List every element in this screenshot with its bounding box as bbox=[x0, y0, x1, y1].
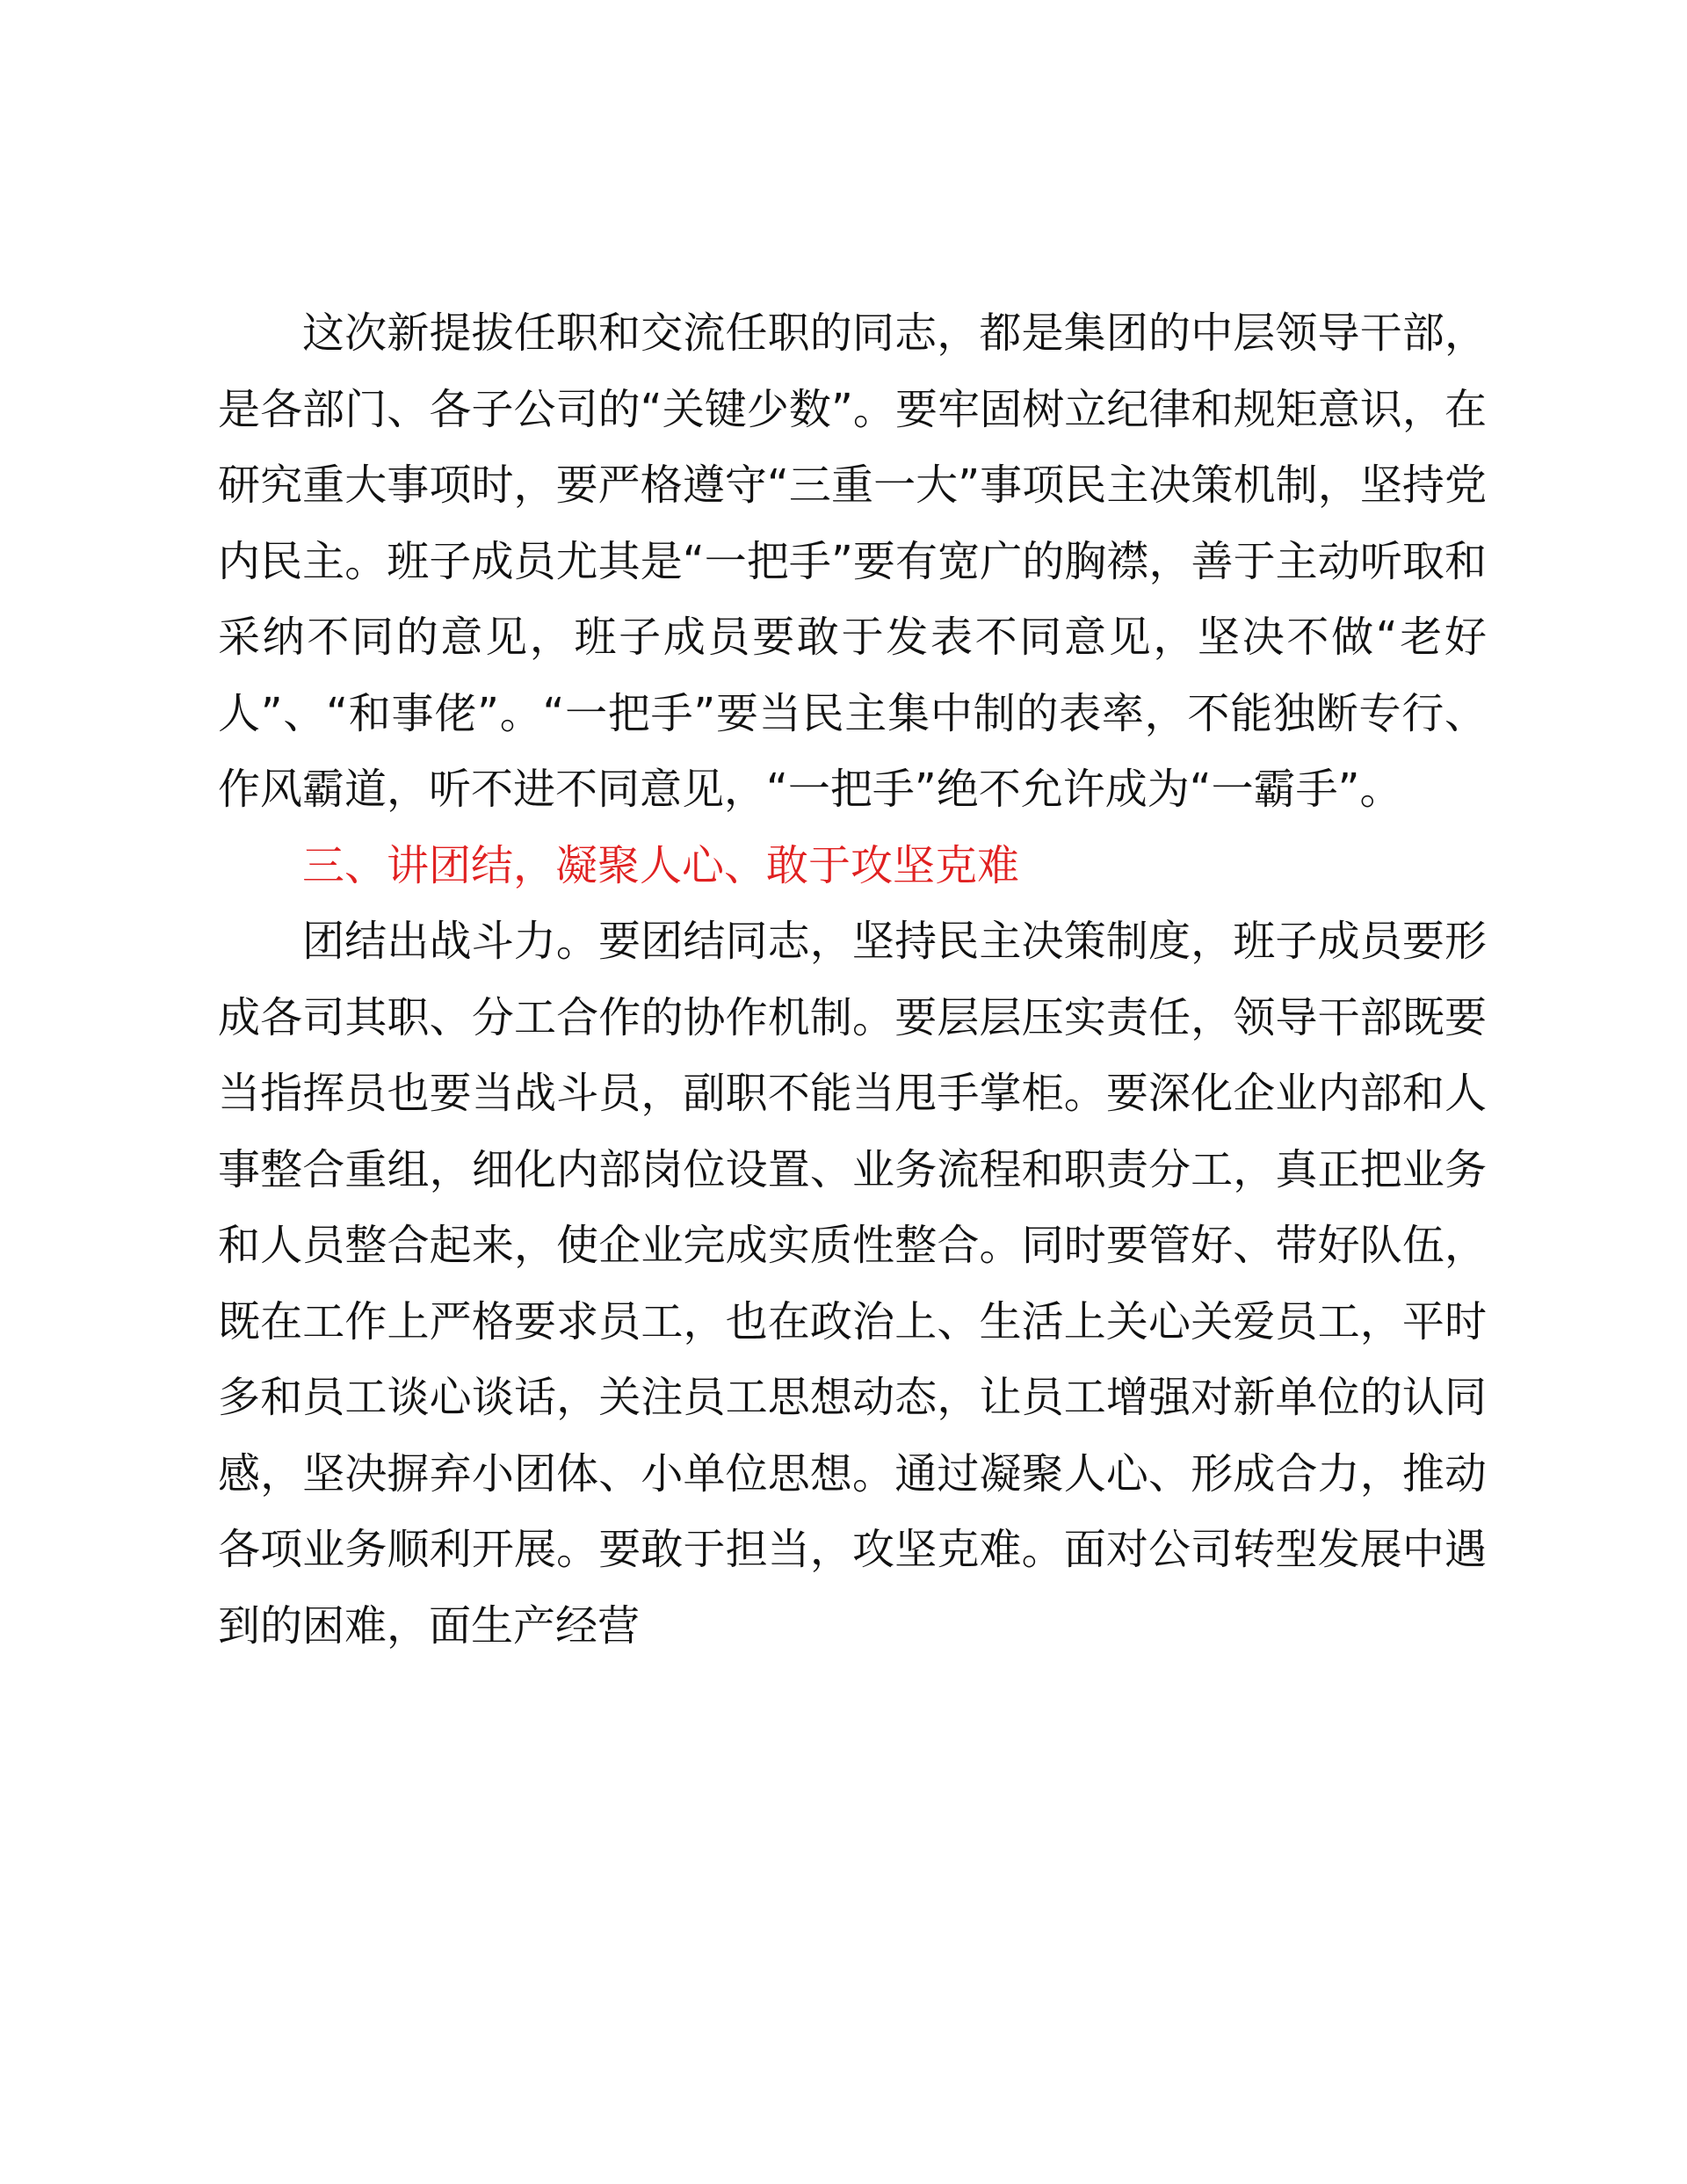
document-body bbox=[218, 295, 1487, 1664]
body-paragraph: 这次新提拔任职和交流任职的同志，都是集团的中层领导干部，是各部门、各子公司的“关键少数”。要牢固树立纪律和规矩意识，在研究重大事项时，要严格遵守“三重一大”事项民主决策机制，坚持党内民主。班子成员尤其是“一把手”要有宽广的胸襟，善于主动听取和采纳不同的意见，班子成员要敢于发表不同意见，坚决不做“老好人”、“和事佬”。“一把手”要当民主集中制的表率，不能独断专行、作风霸道，听不进不同意见，“一把手”绝不允许成为“一霸手”。 bbox=[218, 308, 1487, 814]
body-paragraph: 团结出战斗力。要团结同志，坚持民主决策制度，班子成员要形成各司其职、分工合作的协作机制。要层层压实责任，领导干部既要当指挥员也要当战斗员，副职不能当甩手掌柜。要深化企业内部和人事整合重组，细化内部岗位设置、业务流程和职责分工，真正把业务和人员整合起来，使企业完成实质性整合。同时要管好、带好队伍，既在工作上严格要求员工，也在政治上、生活上关心关爱员工，平时多和员工谈心谈话，关注员工思想动态，让员工增强对新单位的认同感，坚决摒弃小团体、小单位思想。通过凝聚人心、形成合力，推动各项业务顺利开展。要敢于担当，攻坚克难。面对公司转型发展中遇到的困难，面生产经营 bbox=[218, 917, 1487, 1651]
section-heading: 三、讲团结，凝聚人心、敢于攻坚克难 bbox=[302, 840, 1020, 890]
